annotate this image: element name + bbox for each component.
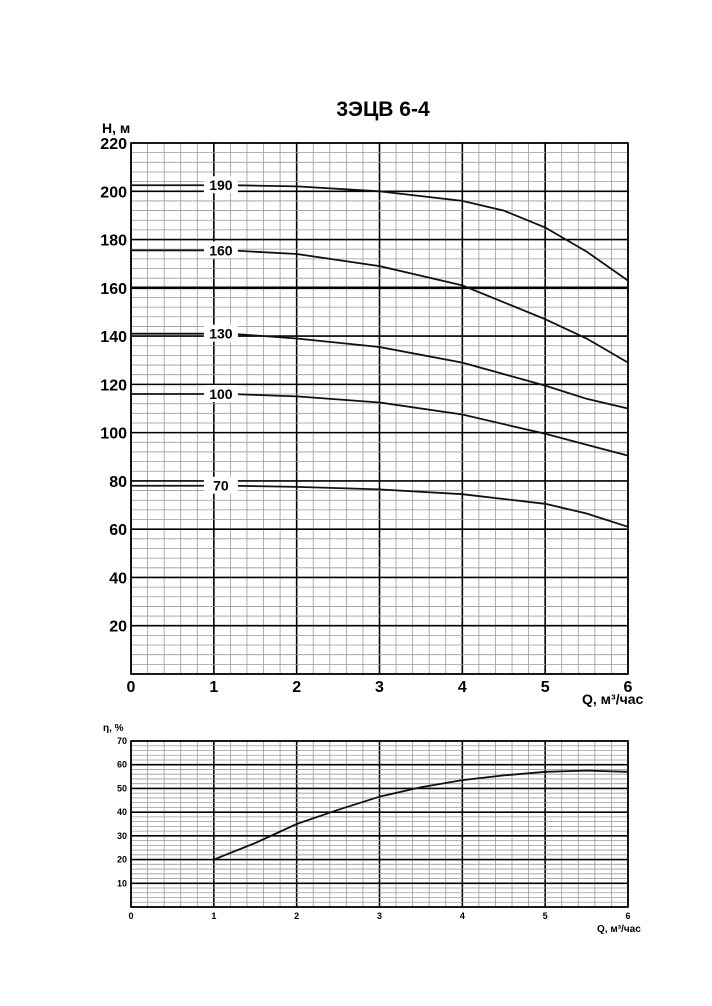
head-x-tick-label: 5 (540, 679, 550, 696)
efficiency-x-tick-label: 2 (294, 911, 300, 921)
efficiency-y-axis-label: η, % (103, 723, 124, 734)
head-y-tick-label: 100 (100, 425, 127, 443)
head-x-tick-label: 0 (126, 679, 136, 696)
head-curve-labels (204, 176, 238, 493)
head-curve-label-100: 100 (209, 386, 233, 403)
efficiency-y-tick-label: 50 (116, 783, 127, 794)
head-curve-label-130: 130 (209, 325, 233, 342)
efficiency-y-tick-label: 70 (116, 736, 127, 746)
head-y-tick-label: 120 (100, 377, 127, 395)
efficiency-x-tick-label: 6 (625, 911, 631, 921)
efficiency-grid (131, 741, 628, 907)
efficiency-x-tick-label: 0 (128, 911, 134, 921)
head-x-tick-label: 3 (375, 679, 384, 696)
efficiency-y-tick-label: 30 (116, 830, 127, 841)
head-grid (131, 143, 628, 674)
head-y-tick-label: 20 (109, 618, 127, 636)
head-y-tick-label: 180 (100, 232, 127, 250)
head-y-tick-label: 220 (100, 136, 127, 153)
head-y-tick-label: 40 (109, 570, 127, 588)
efficiency-x-axis-label: Q, м³/час (597, 924, 641, 935)
efficiency-x-tick-label: 3 (376, 911, 383, 921)
efficiency-x-tick-label: 5 (542, 911, 548, 921)
head-curve-label-70: 70 (213, 477, 229, 494)
head-y-axis-label: H, м (102, 120, 131, 136)
efficiency-y-tick-label: 10 (116, 878, 127, 889)
head-y-tick-label: 140 (100, 329, 127, 347)
efficiency-y-tick-label: 20 (116, 854, 127, 865)
head-chart (100, 120, 643, 707)
head-curve-label-190: 190 (209, 177, 233, 194)
efficiency-y-tick-label: 60 (116, 759, 127, 770)
head-y-tick-label: 60 (109, 522, 127, 540)
efficiency-x-tick-label: 4 (459, 911, 465, 921)
head-x-tick-label: 4 (457, 679, 467, 696)
efficiency-x-tick-label: 1 (211, 911, 217, 921)
efficiency-axis-ticks (117, 736, 631, 921)
head-y-tick-label: 80 (109, 473, 127, 491)
head-x-tick-label: 2 (292, 679, 302, 696)
head-y-tick-label: 160 (100, 280, 127, 298)
head-curve-label-160: 160 (209, 242, 233, 259)
head-y-tick-label: 200 (100, 184, 127, 202)
head-x-tick-label: 6 (623, 679, 633, 696)
efficiency-chart (103, 723, 641, 935)
head-x-tick-label: 1 (209, 679, 219, 696)
head-x-axis-label: Q, м³/час (582, 691, 644, 707)
chart-title: 3ЭЦВ 6-4 (336, 98, 430, 121)
efficiency-y-tick-label: 40 (116, 807, 127, 818)
